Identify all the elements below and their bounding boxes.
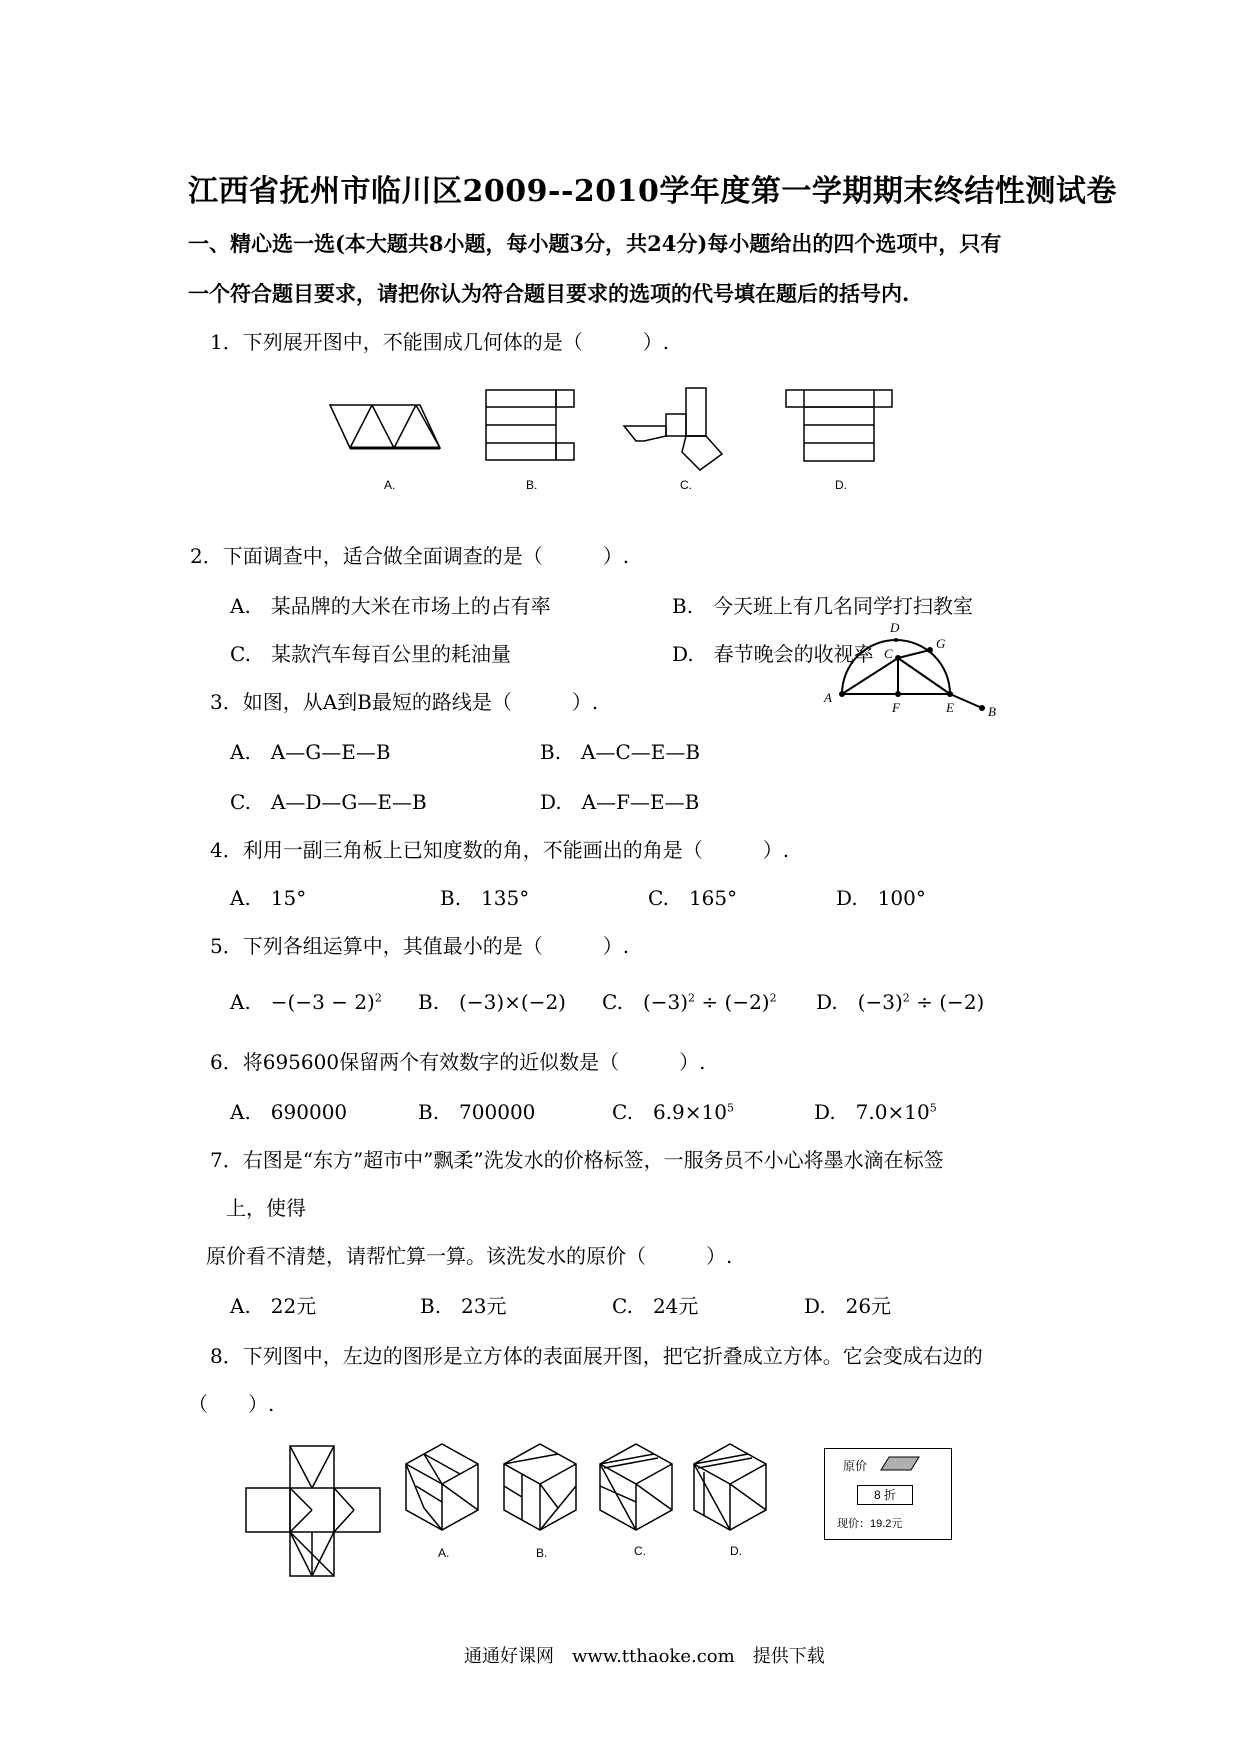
- q8-label-c: C.: [634, 1544, 646, 1558]
- q3-option-d: D. A—F—E—B: [540, 790, 700, 814]
- q6-option-c: C. $6.9\times 10^5$: [612, 1100, 734, 1124]
- q6-option-a: A. 690000: [230, 1100, 348, 1124]
- question-3-stem: 3．如图，从A到B最短的路线是（ ）.: [210, 690, 599, 714]
- q8-cube-d: [690, 1442, 770, 1534]
- q3-option-a: A. A—G—E—B: [230, 740, 391, 764]
- q8-cube-net: [244, 1444, 384, 1579]
- q5-option-d: D. $(-3)^2 \div (-2)$: [816, 990, 985, 1014]
- q1-net-c: [622, 386, 722, 474]
- point-b-label: B: [988, 704, 996, 719]
- q4-option-b: B. 135°: [440, 886, 530, 910]
- question-6-stem: 6．将695600保留两个有效数字的近似数是（ ）.: [210, 1050, 706, 1074]
- price-tag-discount: 8 折: [857, 1485, 913, 1505]
- ink-blot-icon: [881, 1456, 921, 1472]
- price-tag: [824, 1448, 952, 1540]
- point-c-label: C: [884, 646, 893, 661]
- point-g-label: G: [936, 636, 946, 651]
- q1-label-a: A.: [384, 478, 396, 492]
- q2-option-d: D. 春节晚会的收视率: [672, 642, 874, 666]
- q5-option-a: A. $-(-3 - 2)^2$: [230, 990, 382, 1014]
- question-7-line3: 原价看不清楚，请帮忙算一算。该洗发水的原价（ ）.: [206, 1244, 733, 1268]
- question-7-line1: 7．右图是“东方”超市中”飘柔”洗发水的价格标签，一服务员不小心将墨水滴在标签: [210, 1148, 944, 1172]
- q8-label-b: B.: [536, 1546, 548, 1560]
- q3-option-c: C. A—D—G—E—B: [230, 790, 427, 814]
- q8-label-a: A.: [438, 1546, 450, 1560]
- q7-option-d: D. 26元: [804, 1294, 892, 1318]
- question-4-stem: 4．利用一副三角板上已知度数的角，不能画出的角是（ ）.: [210, 838, 790, 862]
- question-2-stem: 2．下面调查中，适合做全面调查的是（ ）.: [190, 544, 630, 568]
- q4-option-a: A. 15°: [230, 886, 307, 910]
- page-footer: 通通好课网 www.tthaoke.com 提供下载: [464, 1646, 825, 1667]
- q3-route-diagram: [820, 618, 1010, 718]
- q4-option-d: D. 100°: [836, 886, 926, 910]
- q1-label-d: D.: [835, 478, 847, 492]
- q8-cube-a: [402, 1442, 482, 1534]
- q7-option-c: C. 24元: [612, 1294, 699, 1318]
- page-title: 江西省抚州市临川区2009--2010学年度第一学期期末终结性测试卷: [188, 174, 1117, 209]
- q2-option-a: A. 某品牌的大米在市场上的占有率: [230, 594, 551, 618]
- q7-option-a: A. 22元: [230, 1294, 317, 1318]
- section-instructions-line1: 一、精心选一选(本大题共8小题，每小题3分，共24分)每小题给出的四个选项中，只有: [188, 231, 1002, 256]
- q2-option-b: B. 今天班上有几名同学打扫教室: [672, 594, 974, 618]
- q5-option-c: C. $(-3)^2 \div (-2)^2$: [602, 990, 777, 1014]
- point-d-label: D: [890, 620, 900, 635]
- question-8-line2: （ ）.: [188, 1392, 275, 1416]
- q5-option-b: B. (−3)×(−2): [418, 990, 566, 1014]
- q2-option-c: C. 某款汽车每百公里的耗油量: [230, 642, 511, 666]
- q1-net-b: [484, 388, 584, 463]
- q1-label-b: B.: [526, 478, 538, 492]
- q1-label-c: C.: [680, 478, 692, 492]
- q1-net-a: [330, 400, 450, 460]
- section-instructions-line2: 一个符合题目要求，请把你认为符合题目要求的选项的代号填在题后的括号内.: [188, 281, 910, 306]
- q7-option-b: B. 23元: [420, 1294, 507, 1318]
- q1-net-d: [784, 388, 894, 463]
- question-7-line2: 上，使得: [226, 1196, 306, 1220]
- q3-option-b: B. A—C—E—B: [540, 740, 701, 764]
- q8-cube-b: [500, 1442, 580, 1534]
- q8-cube-c: [596, 1442, 676, 1534]
- q4-option-c: C. 165°: [648, 886, 738, 910]
- question-1-stem: 1．下列展开图中，不能围成几何体的是（ ）.: [210, 330, 670, 354]
- price-tag-current-price: 现价：19.2元: [837, 1518, 903, 1530]
- question-5-stem: 5．下列各组运算中，其值最小的是（ ）.: [210, 934, 630, 958]
- q6-option-d: D. $7.0\times 10^5$: [814, 1100, 937, 1124]
- question-8-line1: 8．下列图中，左边的图形是立方体的表面展开图，把它折叠成立方体。它会变成右边的: [210, 1344, 983, 1368]
- point-f-label: F: [892, 700, 900, 715]
- point-a-label: A: [824, 690, 832, 705]
- price-tag-original-label: 原价: [843, 1459, 868, 1473]
- point-e-label: E: [946, 700, 954, 715]
- q6-option-b: B. 700000: [418, 1100, 536, 1124]
- q8-label-d: D.: [730, 1544, 742, 1558]
